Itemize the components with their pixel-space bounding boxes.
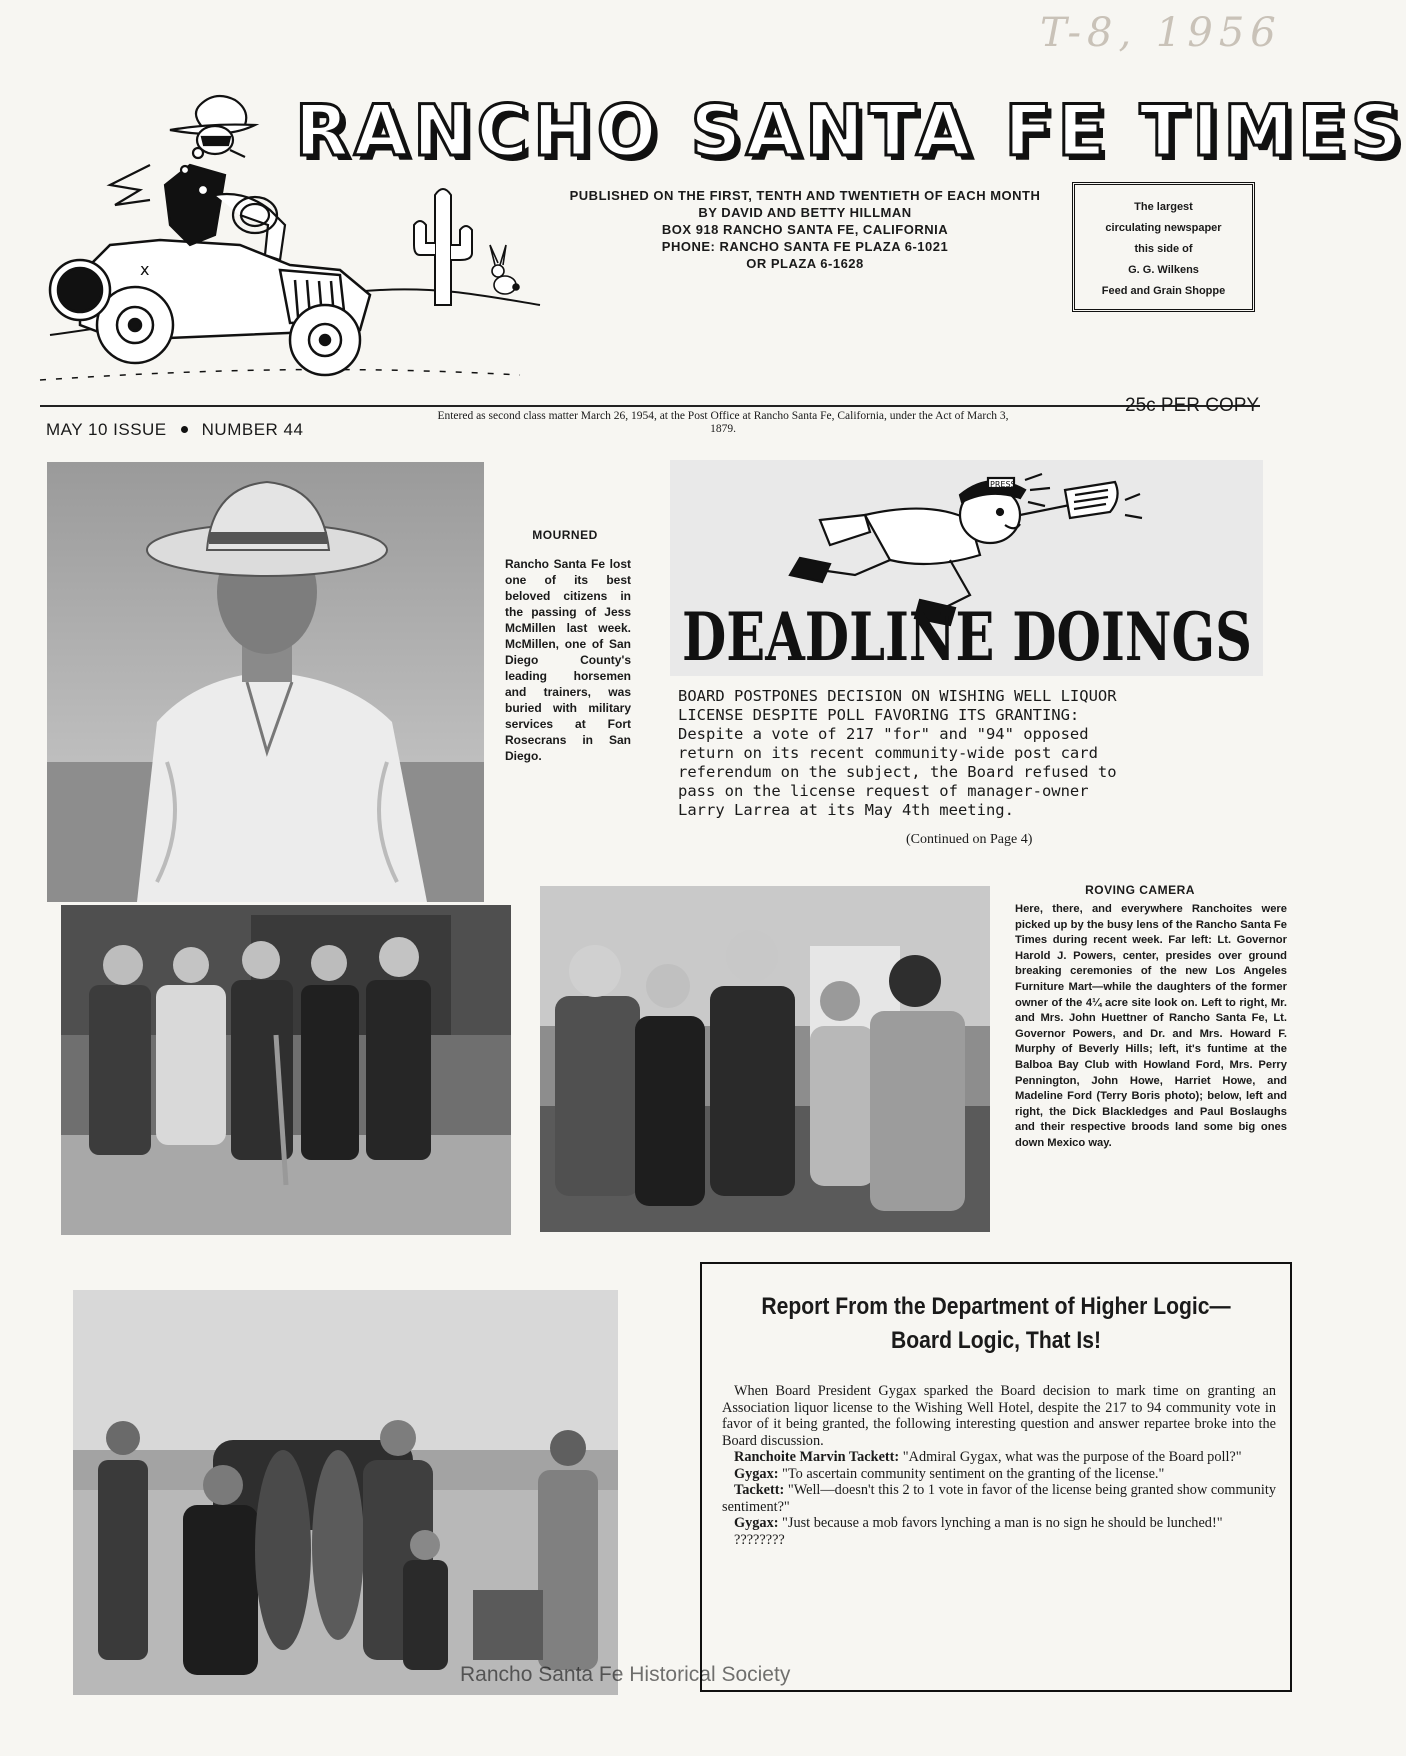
price: 25c PER COPY (1125, 395, 1260, 416)
pub-line: OR PLAZA 6-1628 (746, 256, 864, 271)
ad-line: The largest (1134, 201, 1193, 213)
cowboy-driver-icon (110, 96, 285, 260)
report-body (722, 1383, 1276, 1548)
issue-date: MAY 10 ISSUE (46, 420, 167, 439)
ad-line: circulating newspaper (1105, 222, 1222, 234)
exchange-line (722, 1466, 1276, 1483)
roving-camera-heading: ROVING CAMERA (1085, 883, 1195, 897)
speaker: Gygax: (734, 1515, 779, 1531)
ad-line: G. G. Wilkens (1128, 264, 1199, 276)
balboa-bay-club-photo (540, 886, 990, 1232)
exchange-line (722, 1515, 1276, 1532)
speech: "Admiral Gygax, what was the purpose of the Board poll?" (899, 1449, 1242, 1465)
speech: "Well—doesn't this 2 to 1 vote in favor of the license being granted show community sentiment?" (722, 1482, 1276, 1515)
rabbit-icon (490, 245, 519, 294)
speech: "Just because a mob favors lynching a man is no sign he should be lunched!" (778, 1515, 1223, 1531)
report-title-line1: Report From the Department of Higher Logic— (761, 1293, 1231, 1320)
fishing-catch-photo (73, 1290, 618, 1695)
mourned-caption: Rancho Santa Fe lost one of its best beloved citizens in the passing of Jess McMillen last week. McMillen, one of San Diego County's leading horsemen and trainers, was buried with military services at Fort Rosecrans in San Diego. (505, 557, 631, 763)
historical-society-watermark: Rancho Santa Fe Historical Society (460, 1663, 791, 1686)
pub-line: PHONE: RANCHO SANTA FE PLAZA 6-1021 (661, 239, 949, 254)
speaker: Tackett: (734, 1482, 785, 1498)
pencil-annotation: T-8, 1956 (1040, 10, 1282, 56)
ad-line: Feed and Grain Shoppe (1101, 285, 1226, 297)
report-title-line2: Board Logic, That Is! (890, 1327, 1102, 1354)
issue-number: NUMBER 44 (201, 420, 304, 439)
report-title (736, 1290, 1257, 1358)
deadline-doings-title: DEADLINE DOINGS (682, 598, 1252, 676)
svg-text:x: x (140, 260, 150, 279)
speaker: Gygax: (734, 1465, 779, 1482)
publication-info (540, 187, 1070, 272)
feed-shoppe-ad-box (1072, 182, 1255, 312)
ground-breaking-photo (61, 905, 511, 1235)
newspaper-title: RANCHO SANTA FE TIMES (295, 90, 1406, 172)
bullet-icon (181, 426, 188, 433)
pub-line: PUBLISHED ON THE FIRST, TENTH AND TWENTIETH OF EACH MONTH (569, 188, 1041, 203)
ad-line: this side of (1134, 243, 1193, 255)
report-closing: ???????? (734, 1531, 785, 1548)
deadline-doings-banner (670, 460, 1263, 676)
cactus-icon (414, 189, 472, 305)
postal-entry-note: Entered as second class matter March 26, 1954, at the Post Office at Rancho Santa Fe, California, under the Act of March 3, 1879. (437, 410, 1009, 435)
mcmillen-portrait-photo (47, 462, 484, 902)
pub-line: BOX 918 RANCHO SANTA FE, CALIFORNIA (661, 222, 949, 237)
liquor-license-story: BOARD POSTPONES DECISION ON WISHING WELL LIQUOR LICENSE DESPITE POLL FAVORING ITS GRANTING: Despite a vote of 217 "for" and "94" opposed return on its recent community-wide post card referendum on the subject, the Board refused to pass on the license request of manager-owner Larry Larrea at its May 4th meeting. (678, 687, 1117, 819)
speaker: Ranchoite Marvin Tackett: (734, 1449, 900, 1465)
jeep-icon (50, 240, 370, 375)
continued-note: (Continued on Page 4) (906, 832, 1033, 847)
issue-info (46, 420, 303, 440)
exchange-line (722, 1482, 1276, 1515)
speech: "To ascertain community sentiment on the granting of the license." (778, 1465, 1165, 1482)
mourned-heading: MOURNED (532, 528, 598, 542)
press-sign: PRESS (990, 480, 1016, 489)
pub-line: BY DAVID AND BETTY HILLMAN (698, 205, 912, 220)
exchange-line (722, 1449, 1276, 1466)
header-divider (40, 405, 1260, 407)
roving-camera-caption: Here, there, and everywhere Ranchoites were picked up by the busy lens of the Rancho Santa Fe Times during recent week. Far left: Lt. Governor Harold J. Powers, center, presides over ground breaking ceremonies of the new Los Angeles Furniture Mart—while the daughters of the former owner of the 4¼ acre site look on. Left to right, Mr. and Mrs. John Huettner of Rancho Santa Fe, Lt. Governor Powers, and Dr. and Mrs. Howard F. Murphy of Beverly Hills; left, it's funtime at the Balboa Bay Club with Howland Ford, Mrs. Perry Pennington, John Howe, Harriet Howe, and Madeline Ford (Terry Boris photo); below, left and right, the Dick Blackledges and Paul Boslaughs and their respective broods land some big ones down Mexico way. (1015, 903, 1287, 1149)
report-intro: When Board President Gygax sparked the Board decision to mark time on granting an Association liquor license to the Wishing Well Hotel, despite the 217 to 94 community vote in favor of it being granted, the following interesting question and answer repartee broke into the Board discussion. (722, 1383, 1276, 1449)
